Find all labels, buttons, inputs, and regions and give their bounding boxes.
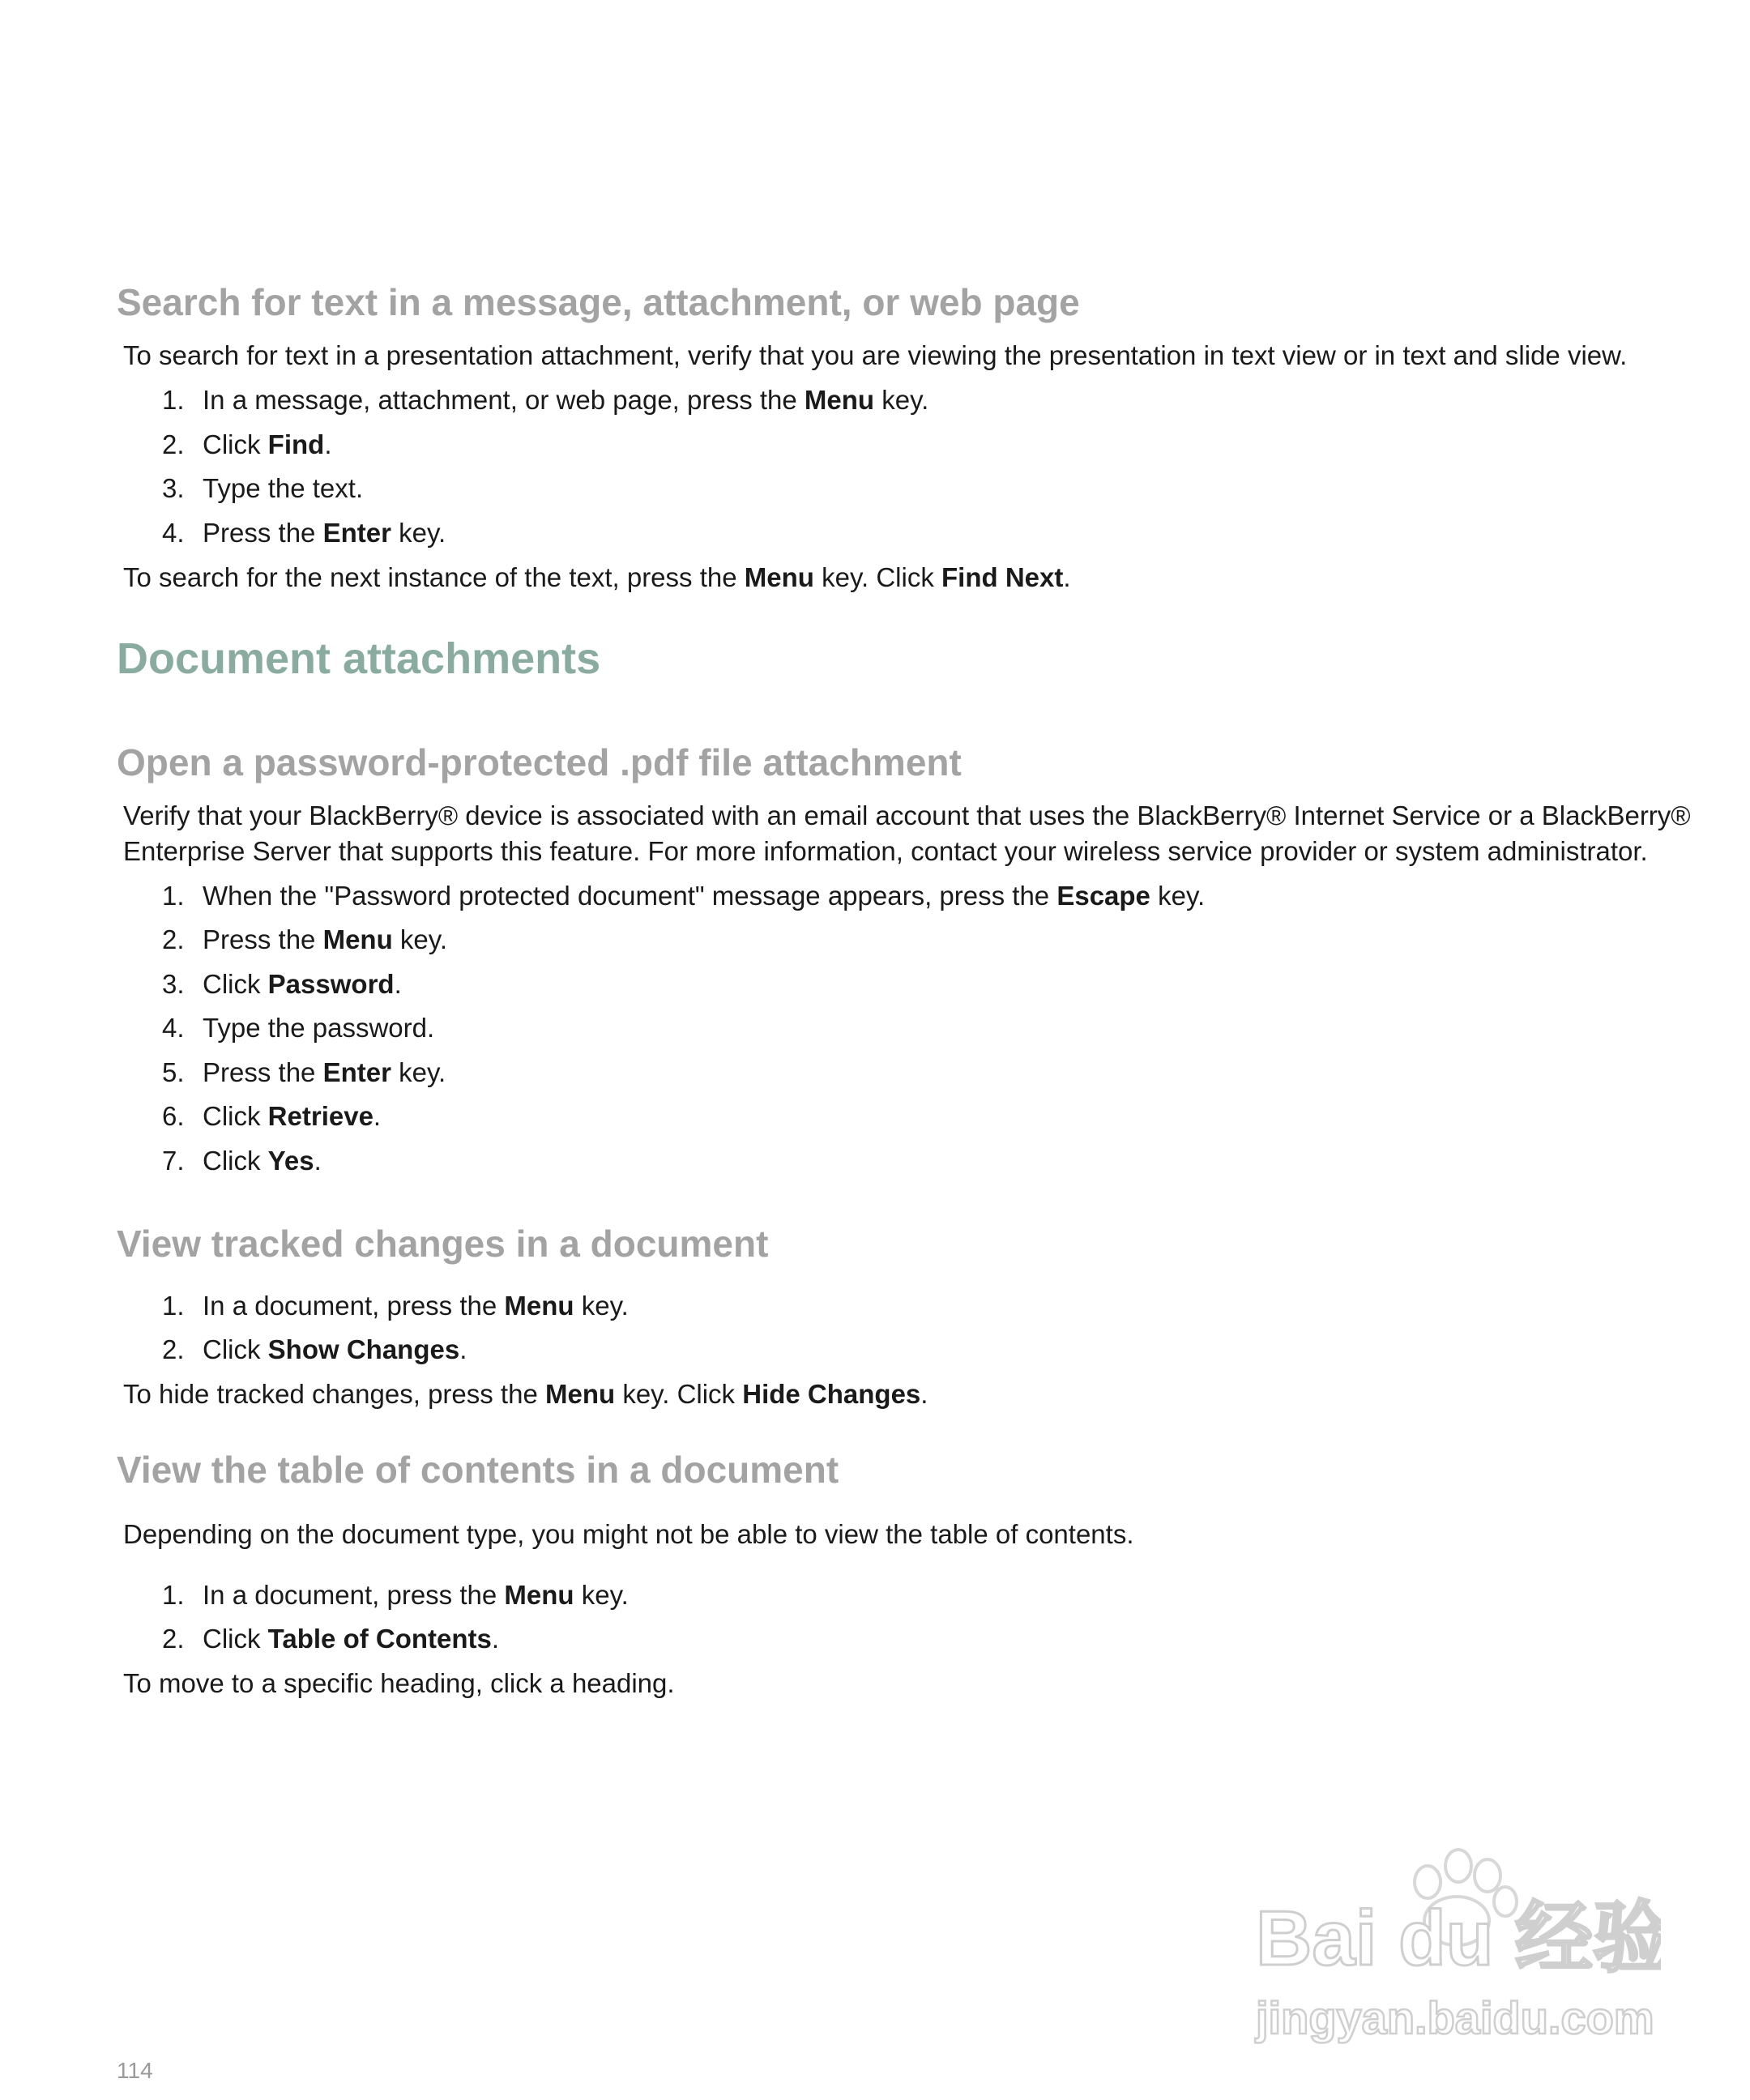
step-text: Click Retrieve. [203,1101,382,1131]
chapter-heading: Document attachments [117,634,601,683]
step-number: 6. [162,1101,185,1131]
paragraph-outro: To search for the next instance of the text, press the Menu key. Click Find Next. [123,562,1071,592]
step-text: Click Yes. [203,1146,322,1176]
step-text: Press the Enter key. [203,518,446,548]
step-number: 1. [162,385,185,415]
paragraph-intro: To search for text in a presentation attachment, verify that you are viewing the presentation in text view or in text and slide view. [123,340,1628,370]
step-number: 1. [162,1291,185,1321]
section-heading-tracked-changes: View tracked changes in a document [117,1223,769,1265]
step-number: 2. [162,1624,185,1654]
section-heading-table-of-contents: View the table of contents in a document [117,1449,839,1491]
step-number: 1. [162,881,185,911]
step-number: 4. [162,1013,185,1043]
paragraph-intro-line1: Verify that your BlackBerry® device is associated with an email account that uses the BlackBerry® Internet Service or a BlackBerry® [123,800,1691,830]
paragraph-outro: To move to a specific heading, click a heading. [123,1668,675,1698]
paragraph-outro: To hide tracked changes, press the Menu key. Click Hide Changes. [123,1379,928,1409]
watermark-url: jingyan.baidu.com [1256,1992,1654,2043]
step-text: Type the text. [203,473,364,503]
step-number: 1. [162,1580,185,1610]
step-number: 5. [162,1057,185,1087]
paragraph-intro: Depending on the document type, you might not be able to view the table of contents. [123,1519,1134,1549]
step-number: 7. [162,1146,185,1176]
step-number: 2. [162,429,185,459]
step-number: 4. [162,518,185,548]
step-number: 3. [162,969,185,999]
step-text: When the "Password protected document" message appears, press the Escape key. [203,881,1206,911]
page-number: 114 [117,2058,153,2083]
baidu-watermark [1240,1843,1661,2046]
step-number: 2. [162,1334,185,1364]
step-text: Press the Enter key. [203,1057,446,1087]
paragraph-intro-line2: Enterprise Server that supports this feature. For more information, contact your wireless service provider or system administrator. [123,836,1648,866]
step-number: 3. [162,473,185,503]
section-heading-password-pdf: Open a password-protected .pdf file attachment [117,741,962,783]
step-text: Type the password. [203,1013,435,1043]
step-text: Press the Menu key. [203,924,447,954]
step-text: In a document, press the Menu key. [203,1291,629,1321]
step-text: Click Password. [203,969,402,999]
watermark-brand: Bai du 经验 [1256,1895,1661,1982]
step-text: Click Show Changes. [203,1334,467,1364]
step-text: Click Table of Contents. [203,1624,500,1654]
step-text: In a message, attachment, or web page, press the Menu key. [203,385,929,415]
step-text: Click Find. [203,429,332,459]
step-number: 2. [162,924,185,954]
baidu-paw-logo-icon [1240,1843,1661,2046]
step-text: In a document, press the Menu key. [203,1580,629,1610]
section-heading-search: Search for text in a message, attachment, or web page [117,281,1080,323]
